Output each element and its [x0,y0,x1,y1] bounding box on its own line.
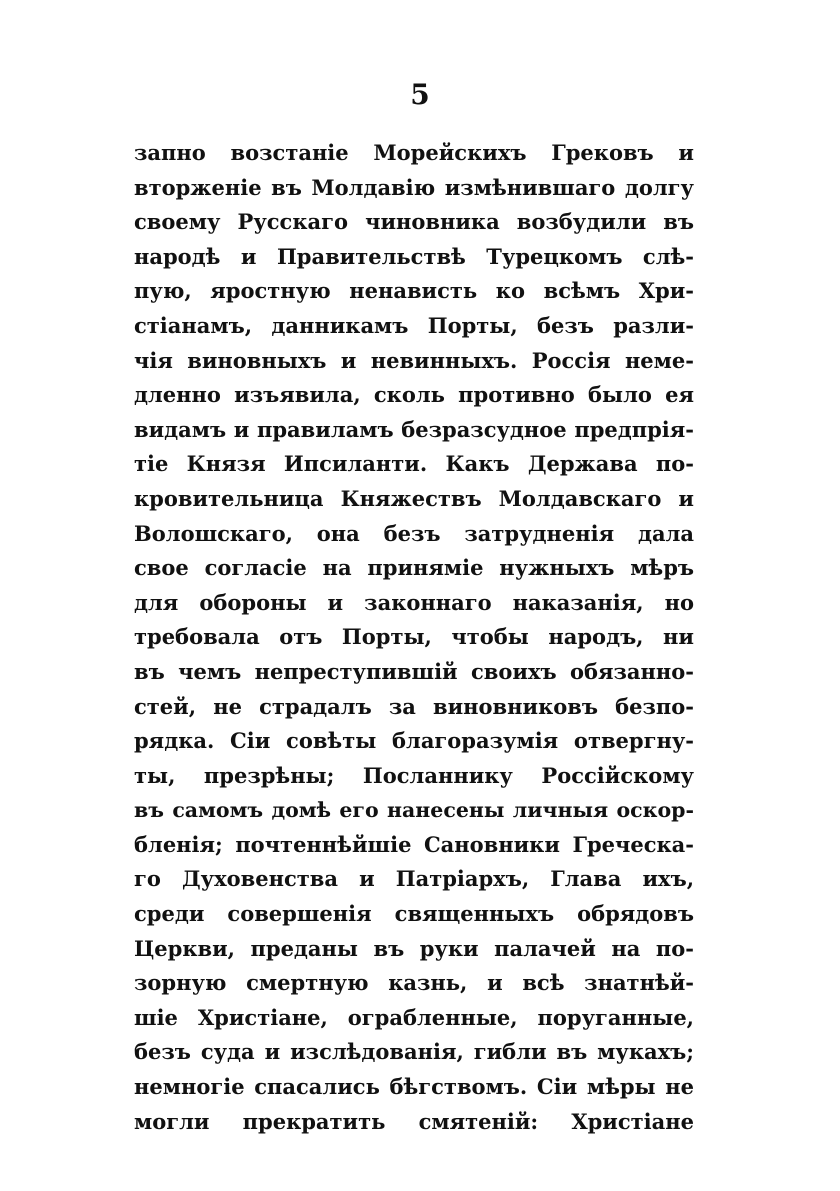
text-line: ты, презрѣны; Посланнику Россійскому [134,762,694,788]
page-number: 5 [410,78,430,111]
text-line: безъ суда и изслѣдованія, гибли въ мукахъ; [134,1039,694,1065]
text-line: дленно изъявила, сколь противно было ея [134,382,694,408]
text-line: народѣ и Правительствѣ Турецкомъ слѣ- [134,243,694,269]
text-line: требовала отъ Порты, чтобы народъ, ни [134,624,694,650]
text-line: Церкви, преданы въ руки палачей на по- [134,935,694,961]
text-line: среди совершенія священныхъ обрядовъ [134,901,694,927]
text-line: въ самомъ домѣ его нанесены личныя оскор- [134,798,694,823]
text-line: для обороны и законнаго наказанія, но [134,589,694,615]
text-line: пую, яростную ненависть ко всѣмъ Хри- [134,278,694,304]
text-line: кровительница Княжествъ Молдавскаго и [134,485,694,511]
text-line: тіе Князя Ипсиланти. Какъ Держава по- [134,451,694,477]
text-line: запно возстаніе Морейскихъ Грековъ и [134,140,694,165]
text-line: Волошскаго, она безъ затрудненія дала [134,520,694,546]
text-line: своему Русскаго чиновника возбудили въ [134,209,694,235]
text-line: могли прекратить смятеній: Христіане [134,1108,694,1134]
text-line: немногіе спасались бѣгствомъ. Сіи мѣры не [134,1074,694,1100]
text-line: стей, не страдалъ за виновниковъ безпо- [134,693,694,719]
body-text [134,136,694,1139]
text-line: вторженіе въ Молдавію измѣнившаго долгу [134,174,694,200]
text-line: чія виновныхъ и невинныхъ. Россія неме- [134,347,694,373]
text-line: стіанамъ, данникамъ Порты, безъ разли- [134,312,694,338]
text-line: свое согласіе на приняміе нужныхъ мѣръ [134,555,694,581]
text-line: рядка. Сіи совѣты благоразумія отвергну- [134,728,694,754]
text-line: го Духовенства и Патріархъ, Глава ихъ, [134,866,694,892]
text-line: зорную смертную казнь, и всѣ знатнѣй- [134,970,694,996]
text-line: бленія; почтеннѣйшіе Сановники Греческа- [134,831,694,857]
text-line: шіе Христіане, ограбленные, поруганные, [134,1004,694,1030]
text-line: въ чемъ непреступившій своихъ обязанно- [134,658,694,684]
text-line: видамъ и правиламъ безразсудное предпрія- [134,416,694,442]
